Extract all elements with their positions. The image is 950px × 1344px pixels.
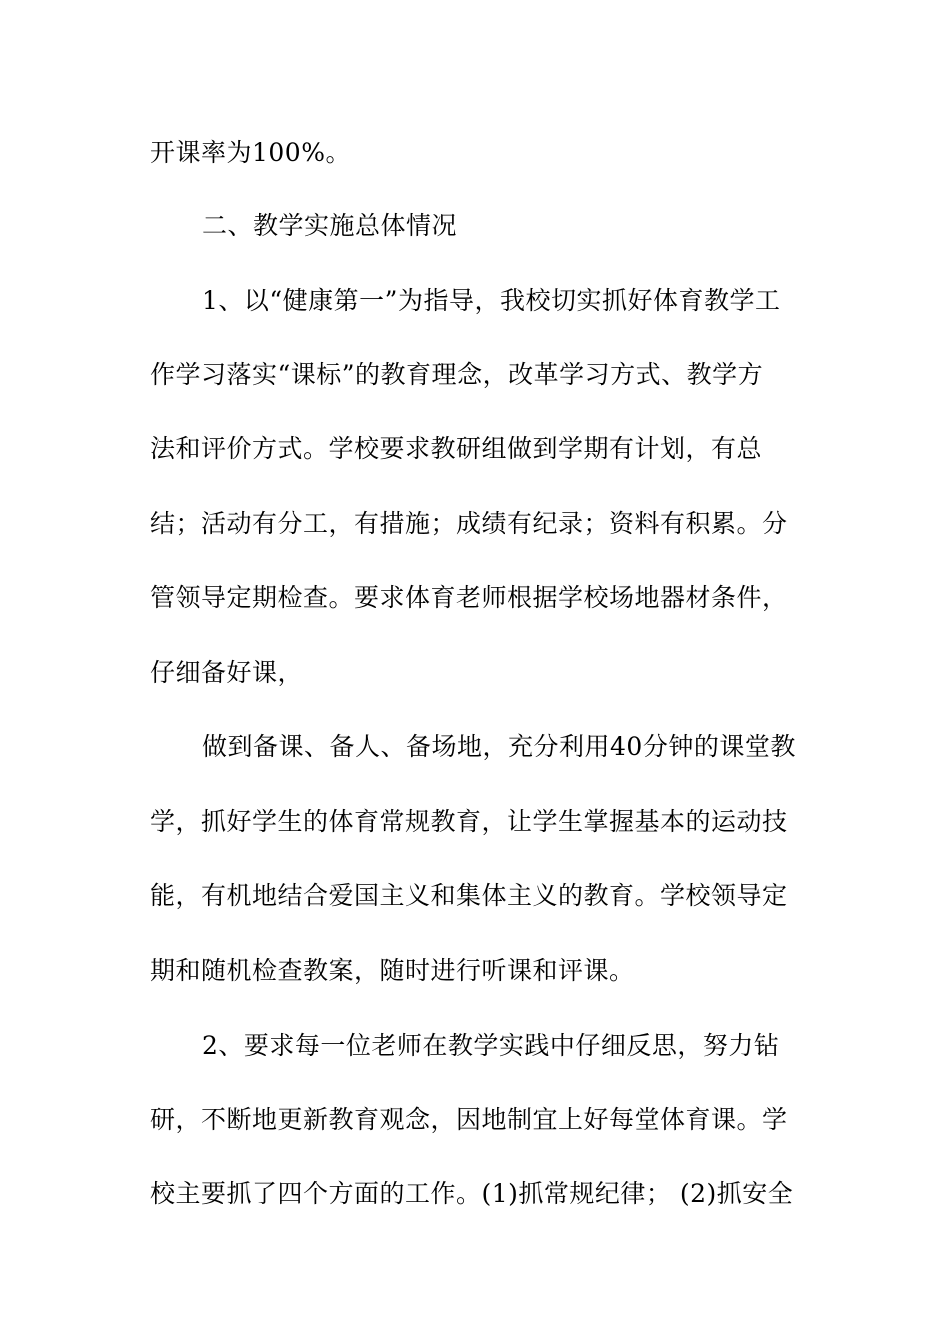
- text-line: 期和随机检查教案，随时进行听课和评课。: [150, 956, 635, 985]
- text-line: 法和评价方式。学校要求教研组做到学期有计划，有总: [150, 434, 763, 463]
- text-line: 2、要求每一位老师在教学实践中仔细反思，努力钻: [202, 1031, 780, 1060]
- text-line: 1、以“健康第一”为指导，我校切实抓好体育教学工: [202, 286, 781, 315]
- text-line: 研，不断地更新教育观念，因地制宜上好每堂体育课。学: [150, 1105, 788, 1134]
- text-line: 做到备课、备人、备场地，充分利用40分钟的课堂教: [202, 732, 796, 761]
- text-line: 作学习落实“课标”的教育理念，改革学习方式、教学方: [150, 360, 764, 389]
- text-line: 学，抓好学生的体育常规教育，让学生掌握基本的运动技: [150, 807, 788, 836]
- text-line: 管领导定期检查。要求体育老师根据学校场地器材条件，: [150, 583, 788, 612]
- text-line: 结；活动有分工，有措施；成绩有纪录；资料有积累。分: [150, 509, 788, 538]
- text-line: 仔细备好课，: [150, 658, 304, 687]
- text-line: 开课率为100%。: [150, 138, 351, 167]
- text-line: 校主要抓了四个方面的工作。(1)抓常规纪律； (2)抓安全: [150, 1179, 794, 1208]
- section-heading: 二、教学实施总体情况: [202, 211, 458, 240]
- text-line: 能，有机地结合爱国主义和集体主义的教育。学校领导定: [150, 881, 788, 910]
